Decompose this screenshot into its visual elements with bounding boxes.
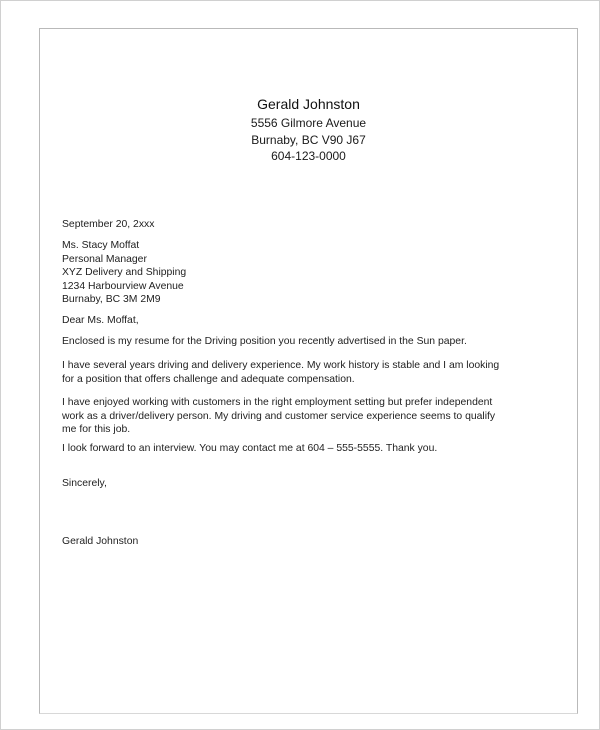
closing: Sincerely, <box>62 478 107 489</box>
sender-city: Burnaby, BC V90 J67 <box>251 132 366 147</box>
recipient-company: XYZ Delivery and Shipping <box>62 267 187 279</box>
sender-header <box>40 95 577 165</box>
letter-page <box>39 28 578 714</box>
paragraph-4 <box>62 442 512 456</box>
recipient-address: 1234 Harbourview Avenue <box>62 280 184 292</box>
recipient-title: Personal Manager <box>62 253 147 265</box>
paragraph-line: work as a driver/delivery person. My driving and customer service experience seems to qualify <box>62 410 496 422</box>
paragraph-1 <box>62 335 512 349</box>
letter-date: September 20, 2xxx <box>62 219 155 230</box>
recipient-block <box>62 239 512 307</box>
recipient-city: Burnaby, BC 3M 2M9 <box>62 294 161 306</box>
paragraph-2 <box>62 359 512 386</box>
paragraph-line: me for this job. <box>62 424 131 436</box>
recipient-name: Ms. Stacy Moffat <box>62 240 140 251</box>
paragraph-line: Enclosed is my resume for the Driving position you recently advertised in the Sun paper. <box>62 336 467 347</box>
paragraph-line: I have several years driving and delivery experience. My work history is stable and I am looking <box>62 360 500 371</box>
paragraph-line: I have enjoyed working with customers in the right employment setting but prefer independent <box>62 397 493 408</box>
paragraph-3 <box>62 396 512 437</box>
sender-phone: 604-123-0000 <box>271 149 346 163</box>
paragraph-line: for a position that offers challenge and adequate compensation. <box>62 373 355 385</box>
sender-name: Gerald Johnston <box>257 96 360 112</box>
sender-address: 5556 Gilmore Avenue <box>250 116 367 130</box>
paragraph-line: I look forward to an interview. You may contact me at 604 – 555-5555. Thank you. <box>62 443 438 454</box>
signature-name: Gerald Johnston <box>62 536 139 547</box>
salutation: Dear Ms. Moffat, <box>62 315 139 326</box>
